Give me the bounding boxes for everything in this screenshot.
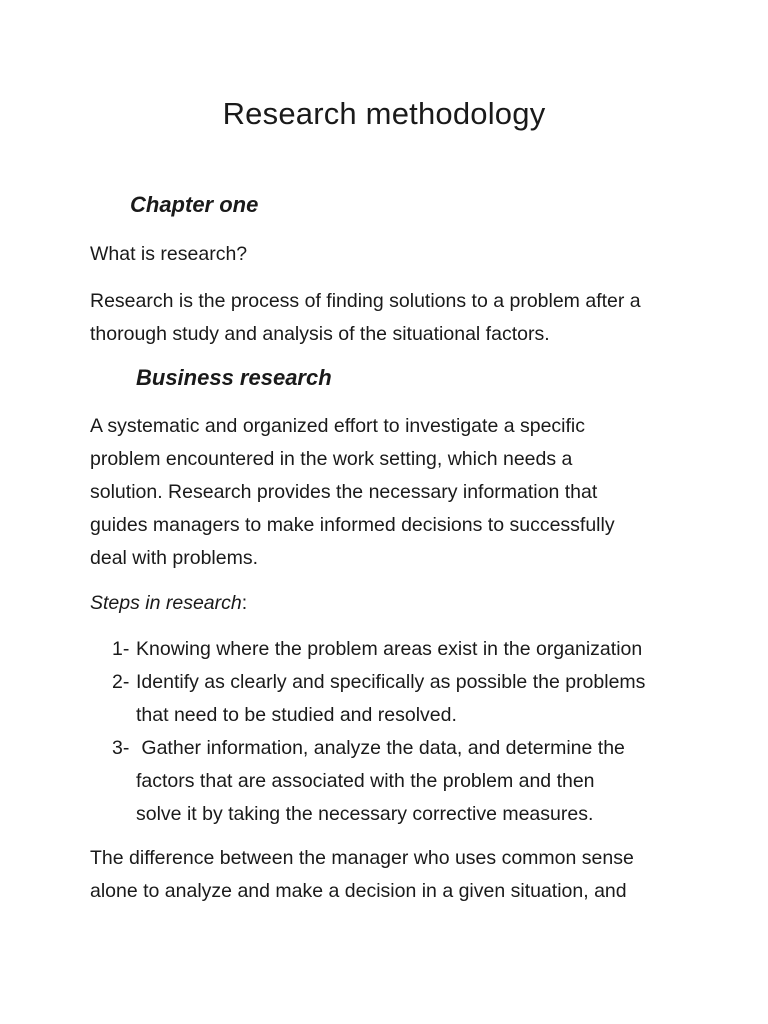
steps-list (112, 633, 732, 831)
step-line: solve it by taking the necessary corrective measures. (136, 803, 594, 825)
steps-label (90, 587, 690, 620)
step-line: factors that are associated with the problem and then (136, 770, 595, 792)
paragraph-line: Research is the process of finding solutions to a problem after a (90, 290, 641, 312)
list-item (112, 666, 732, 732)
business-research-heading: Business research (136, 365, 332, 390)
paragraph-line: solution. Research provides the necessary information that (90, 481, 598, 503)
paragraph-line: alone to analyze and make a decision in a given situation, and (90, 880, 627, 902)
research-question: What is research? (90, 243, 248, 265)
step-number: 1- (112, 638, 130, 660)
paragraph-line: A systematic and organized effort to investigate a specific (90, 415, 585, 437)
difference-paragraph (90, 842, 690, 908)
list-item (112, 732, 732, 831)
step-number: 3- (112, 737, 130, 759)
business-research-paragraph (90, 410, 690, 575)
document-title: Research methodology (222, 96, 546, 131)
paragraph-line: thorough study and analysis of the situational factors. (90, 323, 550, 345)
steps-label-text: Steps in research (90, 592, 242, 614)
step-line: Knowing where the problem areas exist in the organization (136, 638, 643, 660)
research-definition-paragraph (90, 285, 690, 351)
paragraph-line: problem encountered in the work setting, which needs a (90, 448, 573, 470)
paragraph-line: guides managers to make informed decisions to successfully (90, 514, 615, 536)
steps-label-colon: : (241, 592, 248, 614)
step-line: Gather information, analyze the data, and determine the (136, 737, 625, 759)
chapter-heading: Chapter one (130, 192, 259, 217)
paragraph-line: deal with problems. (90, 547, 258, 569)
step-line: that need to be studied and resolved. (136, 704, 457, 726)
step-line: Identify as clearly and specifically as possible the problems (136, 671, 646, 693)
step-number: 2- (112, 671, 130, 693)
list-item (112, 633, 732, 666)
paragraph-line: The difference between the manager who uses common sense (90, 847, 634, 869)
